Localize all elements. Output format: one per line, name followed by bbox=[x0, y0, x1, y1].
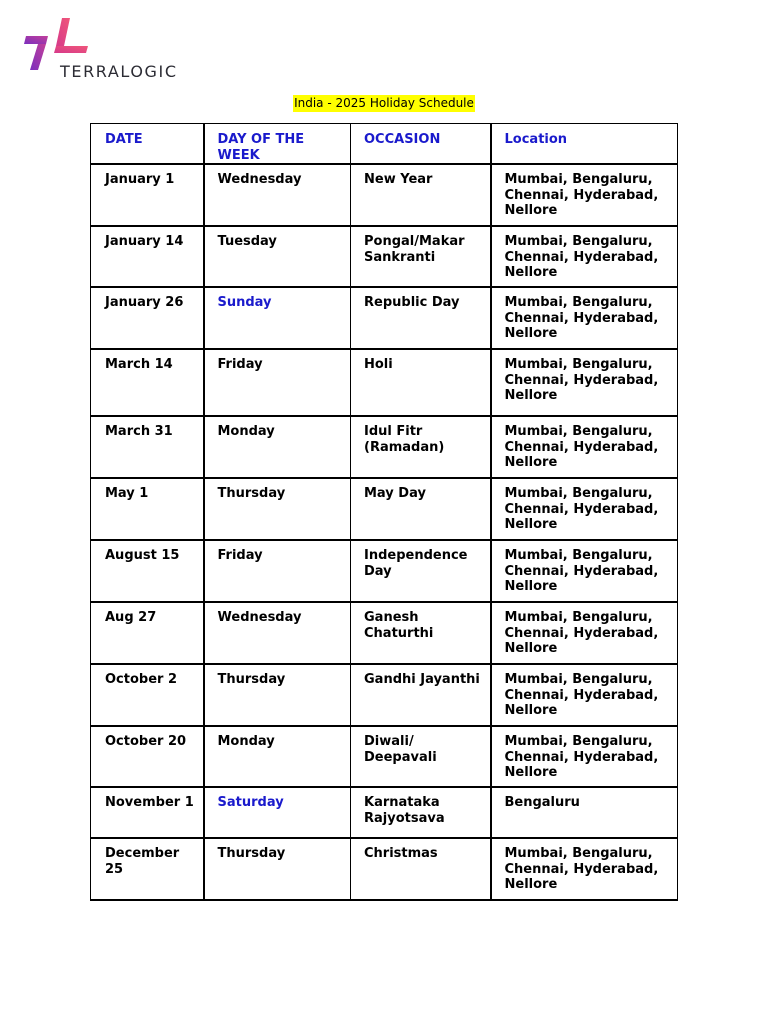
day-cell: Thursday bbox=[204, 664, 351, 726]
date-cell: January 1 bbox=[91, 164, 204, 226]
location-cell: Mumbai, Bengaluru, Chennai, Hyderabad, Nellore bbox=[491, 349, 678, 416]
location-cell: Mumbai, Bengaluru, Chennai, Hyderabad, Nellore bbox=[491, 416, 678, 478]
header-location: Location bbox=[491, 124, 678, 165]
occasion-cell: Idul Fitr (Ramadan) bbox=[351, 416, 491, 478]
table-row bbox=[91, 349, 678, 416]
location-cell: Mumbai, Bengaluru, Chennai, Hyderabad, Nellore bbox=[491, 838, 678, 900]
table-row bbox=[91, 726, 678, 787]
occasion-cell: May Day bbox=[351, 478, 491, 540]
day-cell: Thursday bbox=[204, 838, 351, 900]
table-row bbox=[91, 287, 678, 349]
date-cell: Aug 27 bbox=[91, 602, 204, 664]
occasion-cell: Christmas bbox=[351, 838, 491, 900]
date-cell: August 15 bbox=[91, 540, 204, 602]
day-cell: Thursday bbox=[204, 478, 351, 540]
date-cell: October 20 bbox=[91, 726, 204, 787]
table-row bbox=[91, 416, 678, 478]
location-cell: Mumbai, Bengaluru, Chennai, Hyderabad, Nellore bbox=[491, 164, 678, 226]
occasion-cell: Pongal/Makar Sankranti bbox=[351, 226, 491, 287]
occasion-cell: New Year bbox=[351, 164, 491, 226]
location-cell: Mumbai, Bengaluru, Chennai, Hyderabad, Nellore bbox=[491, 540, 678, 602]
table-row bbox=[91, 838, 678, 900]
location-cell: Mumbai, Bengaluru, Chennai, Hyderabad, Nellore bbox=[491, 602, 678, 664]
day-cell: Friday bbox=[204, 540, 351, 602]
day-cell: Tuesday bbox=[204, 226, 351, 287]
brand-name: TERRALOGIC bbox=[60, 62, 178, 81]
date-cell: November 1 bbox=[91, 787, 204, 838]
table-row bbox=[91, 540, 678, 602]
table-row bbox=[91, 226, 678, 287]
header-date: DATE bbox=[91, 124, 204, 165]
location-cell: Mumbai, Bengaluru, Chennai, Hyderabad, Nellore bbox=[491, 664, 678, 726]
date-cell: January 14 bbox=[91, 226, 204, 287]
header-occasion: OCCASION bbox=[351, 124, 491, 165]
table-row bbox=[91, 164, 678, 226]
day-cell: Saturday bbox=[204, 787, 351, 838]
location-cell: Mumbai, Bengaluru, Chennai, Hyderabad, Nellore bbox=[491, 287, 678, 349]
terralogic-logo bbox=[24, 16, 194, 80]
occasion-cell: Republic Day bbox=[351, 287, 491, 349]
date-cell: March 14 bbox=[91, 349, 204, 416]
date-cell: December 25 bbox=[91, 838, 204, 900]
day-cell: Wednesday bbox=[204, 164, 351, 226]
table-header-row bbox=[91, 124, 678, 165]
date-cell: January 26 bbox=[91, 287, 204, 349]
occasion-cell: Holi bbox=[351, 349, 491, 416]
date-cell: May 1 bbox=[91, 478, 204, 540]
occasion-cell: Independence Day bbox=[351, 540, 491, 602]
holiday-table bbox=[90, 123, 678, 901]
table-body bbox=[91, 164, 678, 900]
occasion-cell: Ganesh Chaturthi bbox=[351, 602, 491, 664]
day-cell: Wednesday bbox=[204, 602, 351, 664]
page-title: India - 2025 Holiday Schedule bbox=[294, 96, 474, 110]
date-cell: October 2 bbox=[91, 664, 204, 726]
table-row bbox=[91, 602, 678, 664]
table-row bbox=[91, 664, 678, 726]
day-cell: Friday bbox=[204, 349, 351, 416]
table-row bbox=[91, 478, 678, 540]
occasion-cell: Diwali/ Deepavali bbox=[351, 726, 491, 787]
location-cell: Mumbai, Bengaluru, Chennai, Hyderabad, Nellore bbox=[491, 726, 678, 787]
location-cell: Bengaluru bbox=[491, 787, 678, 838]
location-cell: Mumbai, Bengaluru, Chennai, Hyderabad, Nellore bbox=[491, 478, 678, 540]
title-wrap bbox=[0, 92, 768, 112]
header-day: DAY OF THE WEEK bbox=[204, 124, 351, 165]
day-cell: Monday bbox=[204, 416, 351, 478]
occasion-cell: Karnataka Rajyotsava bbox=[351, 787, 491, 838]
location-cell: Mumbai, Bengaluru, Chennai, Hyderabad, Nellore bbox=[491, 226, 678, 287]
day-cell: Monday bbox=[204, 726, 351, 787]
occasion-cell: Gandhi Jayanthi bbox=[351, 664, 491, 726]
date-cell: March 31 bbox=[91, 416, 204, 478]
table-row bbox=[91, 787, 678, 838]
day-cell: Sunday bbox=[204, 287, 351, 349]
